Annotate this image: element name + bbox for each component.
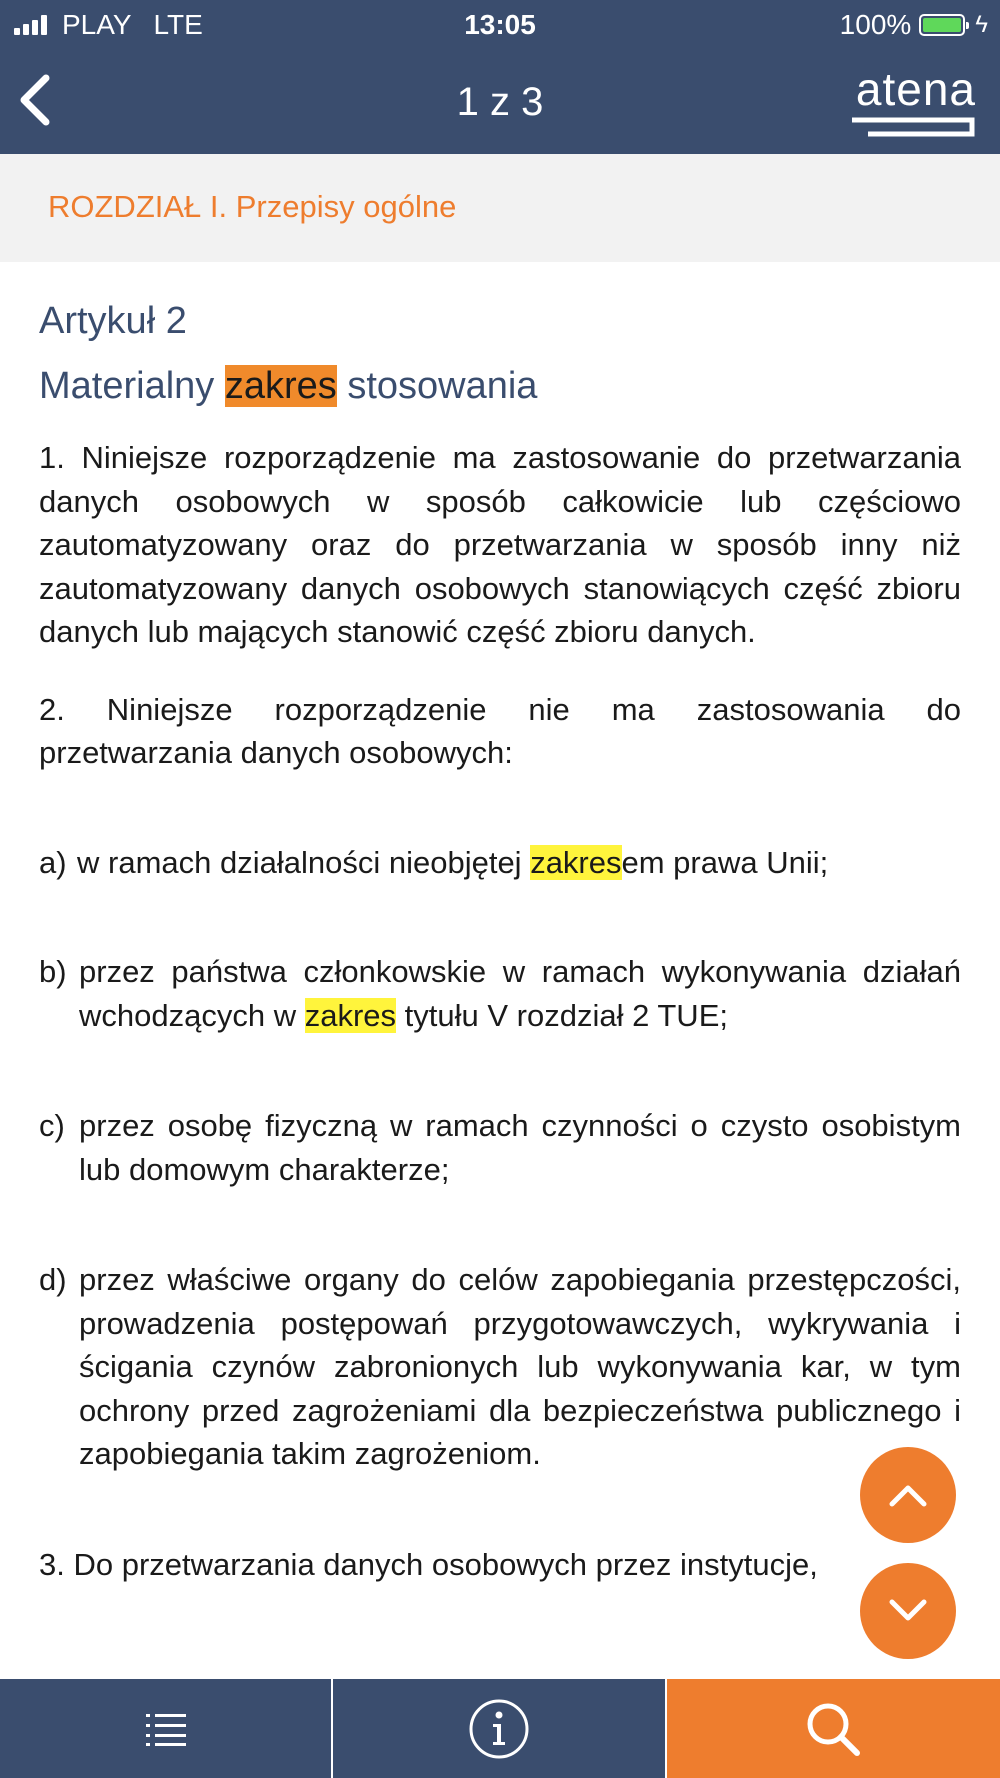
carrier-name: PLAY (62, 9, 132, 40)
paragraph-2: 2. Niniejsze rozporządzenie nie ma zastosowania do przetwarzania danych osobowych: (39, 691, 961, 770)
tab-search[interactable] (667, 1679, 1000, 1778)
item-text: przez osobę fizyczną w ramach czynności o czysto osobistym lub domowym charakterze; (79, 1108, 961, 1187)
atena-logo (852, 63, 976, 138)
list-item-c (39, 1104, 961, 1191)
charging-icon: ϟ (975, 11, 988, 38)
paragraph-3: 3. Do przetwarzania danych osobowych przez instytucje, (39, 1546, 818, 1582)
search-match: zakres (304, 997, 397, 1033)
chevron-down-icon (886, 1596, 930, 1626)
title-after: stosowania (336, 365, 538, 407)
status-bar (0, 0, 1000, 50)
item-text: w ramach działalności nieobjętej (77, 844, 531, 880)
article-number: Artykuł 2 (39, 300, 187, 342)
item-text: przez państwa członkowskie w ramach wykonywania działań wchodzących w (79, 954, 961, 1033)
item-text: tytułu V rozdział 2 TUE; (396, 997, 728, 1033)
tab-table-of-contents[interactable] (0, 1679, 333, 1778)
previous-match-button[interactable] (860, 1447, 956, 1543)
list-marker: b) (39, 954, 67, 989)
next-match-button[interactable] (860, 1563, 956, 1659)
list-marker: d) (39, 1262, 67, 1297)
page-indicator: 1 z 3 (456, 80, 544, 124)
bottom-tab-bar (0, 1679, 1000, 1778)
battery-percent: 100% (839, 9, 912, 40)
title-before: Materialny (39, 365, 225, 407)
article-content (39, 262, 961, 1586)
logo-text: atena (855, 63, 976, 115)
tab-info[interactable] (333, 1679, 666, 1778)
info-icon (468, 1698, 530, 1760)
list-item-a (39, 841, 961, 885)
chevron-up-icon (886, 1480, 930, 1510)
list-item-d (39, 1258, 961, 1476)
logo-mark (852, 68, 976, 138)
list-icon (146, 1711, 186, 1747)
status-right (840, 9, 988, 41)
search-match: zakres (530, 844, 622, 880)
search-icon (805, 1701, 861, 1757)
article-title (39, 365, 961, 408)
battery-icon (919, 14, 965, 36)
list-marker: c) (39, 1108, 65, 1143)
list-item-b (39, 950, 961, 1037)
paragraph-1: 1. Niniejsze rozporządzenie ma zastosowanie do przetwarzania danych osobowych w sposób całkowicie lub częściowo zautomatyzowany oraz do przetwarzania w sposób inny niż zautomatyzowany danych osobowych stanowiących część zbioru danych lub mających stanowić część zbioru danych. (39, 440, 961, 649)
item-text: em prawa Unii; (621, 844, 829, 880)
status-time: 13:05 (464, 9, 536, 40)
item-text: przez właściwe organy do celów zapobiegania przestępczości, prowadzenia postępowań przygotowawczych, wykrywania i ścigania czynów zabronionych lub wykonywania kar, w tym ochrony przed zagrożeniami dla bezpieczeństwa publicznego i zapobiegania takim zagrożeniom. (79, 1262, 961, 1471)
list-marker: a) (39, 844, 67, 880)
current-search-match: zakres (224, 365, 337, 407)
chapter-bar (0, 154, 1000, 262)
nav-bar (0, 50, 1000, 154)
network-type: LTE (153, 9, 203, 40)
chapter-title: ROZDZIAŁ I. Przepisy ogólne (48, 189, 457, 224)
